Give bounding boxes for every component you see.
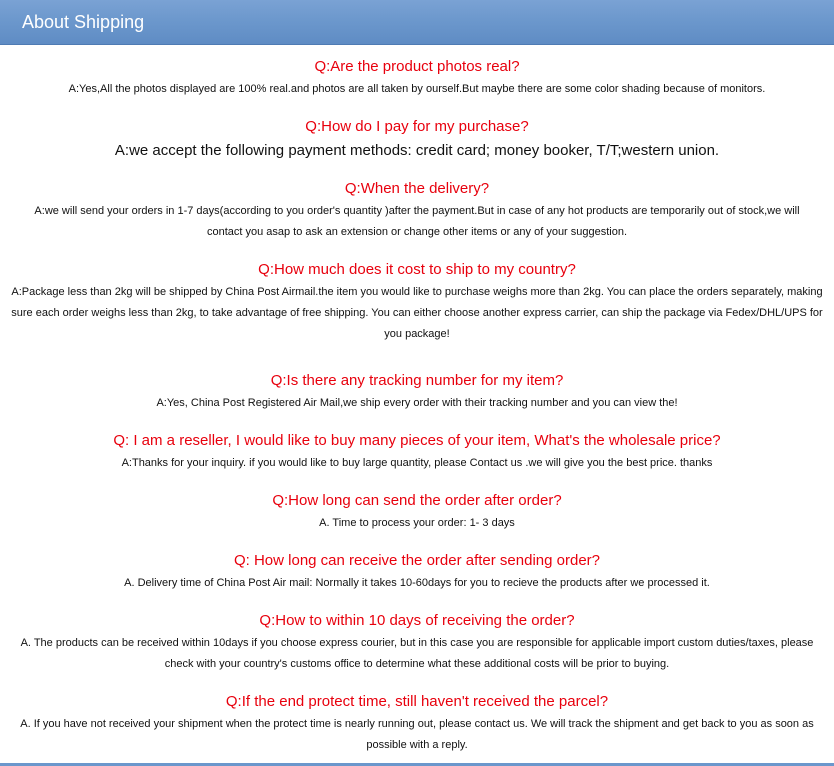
faq-item bbox=[0, 431, 834, 474]
faq-question: Q:Is there any tracking number for my item? bbox=[270, 372, 564, 389]
faq-answer: A:Thanks for your inquiry. if you would like to buy large quantity, please Contact us .we will give you the best price. thanks bbox=[121, 457, 713, 469]
faq-item bbox=[0, 371, 834, 414]
faq-answer: A. If you have not received your shipment when the protect time is nearly running out, please contact us. We will track the shipment and get back to you as soon as possible with a reply. bbox=[20, 718, 814, 751]
faq-answer: A:Yes,All the photos displayed are 100% real.and photos are all taken by ourself.But maybe there are some color shading because of monitors. bbox=[68, 83, 766, 95]
faq-question: Q:How much does it cost to ship to my country? bbox=[258, 261, 576, 278]
faq-item bbox=[0, 611, 834, 675]
faq-answer: A:Package less than 2kg will be shipped by China Post Airmail.the item you would like to purchase weighs more than 2kg. You can place the orders separately, making sure each order weighs less than 2kg, to take advantage of free shipping. You can either choose another express carrier, can ship the package via Fedex/DHL/UPS for you package! bbox=[11, 286, 823, 340]
faq-item bbox=[0, 260, 834, 345]
faq-question: Q:How do I pay for my purchase? bbox=[305, 118, 529, 135]
faq-answer: A. Time to process your order: 1- 3 days bbox=[319, 517, 515, 529]
faq-question: Q: I am a reseller, I would like to buy many pieces of your item, What's the wholesale price? bbox=[113, 432, 721, 449]
faq-item bbox=[0, 491, 834, 534]
section-header bbox=[0, 0, 834, 45]
faq-item bbox=[0, 179, 834, 243]
faq-answer: A. The products can be received within 10days if you choose express courier, but in this case you are responsible for applicable import custom duties/taxes, please check with your country's customs office to determine what these additional costs will be prior to buying. bbox=[20, 637, 814, 670]
faq-item bbox=[0, 551, 834, 594]
faq-answer: A:Yes, China Post Registered Air Mail,we ship every order with their tracking number and you can view the! bbox=[156, 397, 678, 409]
faq-question: Q:When the delivery? bbox=[344, 180, 490, 197]
faq-question: Q: How long can receive the order after sending order? bbox=[233, 552, 601, 569]
faq-item bbox=[0, 117, 834, 161]
faq-question: Q:How long can send the order after order? bbox=[272, 492, 562, 509]
section-title: About Shipping bbox=[22, 12, 145, 32]
faq-question: Q:Are the product photos real? bbox=[314, 58, 520, 75]
faq-question: Q:If the end protect time, still haven't received the parcel? bbox=[225, 693, 609, 710]
faq-answer: A:we will send your orders in 1-7 days(according to you order's quantity )after the payment.But in case of any hot products are temporarily out of stock,we will contact you asap to ask an extension or change other items or any of your suggestion. bbox=[34, 205, 800, 238]
faq-question: Q:How to within 10 days of receiving the order? bbox=[259, 612, 575, 629]
faq-answer: A:we accept the following payment methods: credit card; money booker, T/T;western union. bbox=[114, 142, 720, 159]
faq-item bbox=[0, 57, 834, 100]
faq-answer: A. Delivery time of China Post Air mail: Normally it takes 10-60days for you to recieve the products after we processed it. bbox=[124, 577, 710, 589]
faq-item bbox=[0, 692, 834, 756]
